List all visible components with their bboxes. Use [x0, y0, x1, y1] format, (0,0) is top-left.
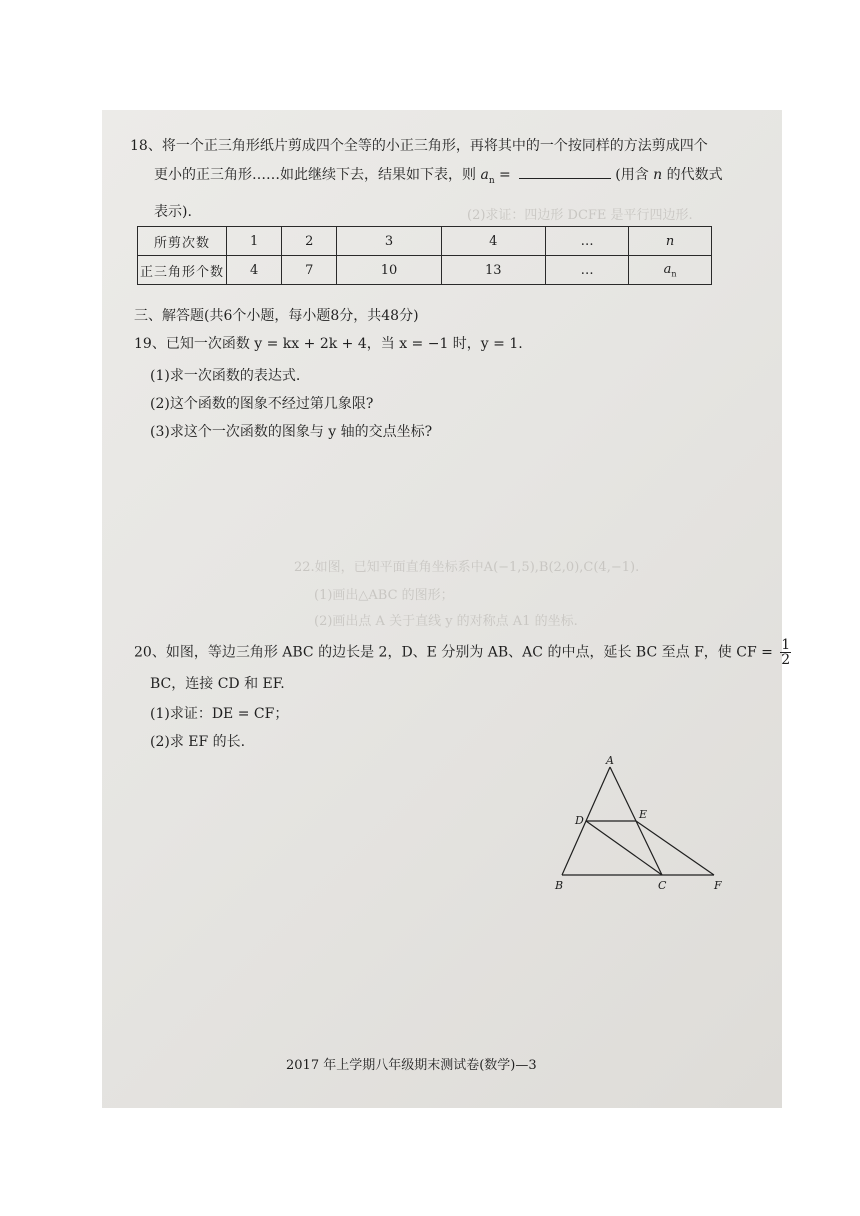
- fraction-one-half: [780, 638, 791, 667]
- label-c: C: [658, 879, 667, 892]
- exam-page: [102, 110, 791, 1108]
- q18-line2-after: (用含: [615, 167, 649, 183]
- label-b: B: [555, 879, 564, 892]
- label-f: F: [714, 879, 722, 892]
- page-footer: 2017 年上学期八年级期末测试卷(数学)—3: [286, 1058, 537, 1073]
- label-d: D: [575, 814, 584, 827]
- table-cell: 7: [282, 256, 337, 285]
- fraction-numerator: 1: [781, 637, 791, 653]
- segment-dc: [586, 821, 662, 875]
- q18-line2: [154, 164, 723, 191]
- a-n-symbol: a: [480, 167, 489, 183]
- label-a: A: [606, 754, 614, 767]
- table-cell-an: [629, 256, 712, 285]
- equals-sign: =: [494, 167, 516, 183]
- table-cell: 3: [337, 227, 441, 256]
- a-n-subscript: n: [488, 175, 495, 186]
- answer-blank[interactable]: [519, 164, 611, 179]
- table-cell: 4: [441, 227, 545, 256]
- table-row: [138, 256, 712, 285]
- q20-stem: [134, 638, 791, 667]
- table-header-cuts: 所剪次数: [138, 227, 227, 256]
- cuts-table: [137, 226, 712, 285]
- a-n-symbol: a: [663, 261, 672, 277]
- q19-part3: (3)求这个一次函数的图象与 y 轴的交点坐标?: [150, 424, 433, 440]
- table-row: [138, 227, 712, 256]
- q18-line2-end: 的代数式: [666, 167, 723, 183]
- bleed-through-text: (2)求证：四边形 DCFE 是平行四边形.: [467, 208, 693, 223]
- table-cell: 13: [441, 256, 545, 285]
- q19-part2: (2)这个函数的图象不经过第几象限?: [150, 396, 374, 412]
- q18-line1: 18、将一个正三角形纸片剪成四个全等的小正三角形，再将其中的一个按同样的方法剪成四个: [130, 138, 708, 154]
- fraction-denominator: 2: [781, 652, 791, 668]
- table-cell: n: [629, 227, 712, 256]
- bleed-through-text: (2)画出点 A 关于直线 y 的对称点 A1 的坐标.: [314, 614, 578, 629]
- q18-line3: 表示).: [154, 204, 192, 220]
- q20-part1: (1)求证：DE = CF；: [150, 706, 289, 722]
- table-cell: …: [545, 256, 628, 285]
- label-e: E: [639, 808, 648, 821]
- q19-part1: (1)求一次函数的表达式.: [150, 368, 301, 384]
- a-n-subscript: n: [671, 269, 677, 279]
- q20-stem-text: 20、如图，等边三角形 ABC 的边长是 2，D、E 分别为 AB、AC 的中点，延长 BC 至点 F，使 CF =: [134, 644, 773, 661]
- q20-line2: BC，连接 CD 和 EF.: [150, 676, 285, 692]
- bleed-through-text: (1)画出△ABC 的图形；: [314, 588, 454, 603]
- q19-stem: 19、已知一次函数 y = kx + 2k + 4，当 x = −1 时，y = 1.: [134, 336, 523, 352]
- segment-ef: [636, 821, 714, 875]
- table-header-triangles: 正三角形个数: [138, 256, 227, 285]
- table-cell: 4: [227, 256, 282, 285]
- n-variable: n: [653, 167, 663, 183]
- section-heading: 三、解答题(共6个小题，每小题8分，共48分): [134, 308, 419, 324]
- table-cell: …: [545, 227, 628, 256]
- bleed-through-text: 22.如图，已知平面直角坐标系中A(−1,5),B(2,0),C(4,−1).: [294, 560, 640, 575]
- q20-part2: (2)求 EF 的长.: [150, 734, 246, 750]
- triangle-figure: [542, 755, 732, 895]
- table-cell: 1: [227, 227, 282, 256]
- table-cell: 10: [337, 256, 441, 285]
- q18-line2-text: 更小的正三角形……如此继续下去，结果如下表，则: [154, 167, 476, 183]
- table-cell: 2: [282, 227, 337, 256]
